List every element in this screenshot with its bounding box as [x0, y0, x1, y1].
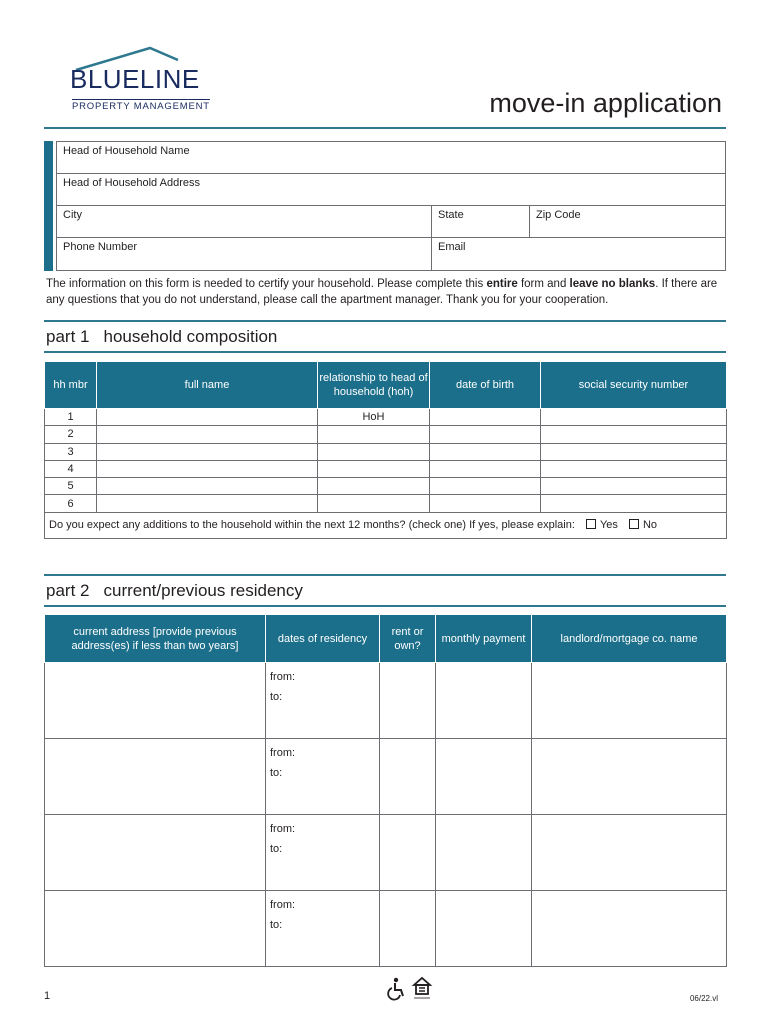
page-title: move-in application: [489, 88, 722, 118]
table-row: from: to:: [45, 891, 727, 967]
part1-number: part 1: [46, 327, 90, 346]
table-row: from: to:: [45, 815, 727, 891]
instructions-text: The information on this form is needed to certify your household. Please complete this entire form and leave no blanks. If there are any questions that you do not understand, please call the apartment manager. Thank you for your cooperation.: [46, 278, 718, 306]
phone-field[interactable]: [56, 237, 432, 271]
equal-housing-icon: [414, 978, 430, 998]
table-row: from: to:: [45, 663, 727, 739]
title-divider: [44, 127, 726, 129]
part1-title: household composition: [103, 327, 278, 346]
section-divider: [44, 574, 726, 576]
phone-label: Phone Number: [63, 241, 137, 253]
table-header-row: [45, 615, 727, 663]
col-header-relationship: relationship to head of household (hoh): [318, 362, 430, 409]
table-row: 4: [45, 460, 727, 477]
table-row: 2: [45, 426, 727, 443]
table-row: 1 HoH: [45, 409, 727, 426]
yes-checkbox[interactable]: [586, 519, 596, 529]
hoh-address-label: Head of Household Address: [63, 177, 200, 189]
email-field[interactable]: [431, 237, 726, 271]
col-header-full-name: full name: [97, 362, 318, 409]
residency-table: [44, 614, 727, 967]
additions-question: Do you expect any additions to the household within the next 12 months? (check one) If yes, please explain:: [49, 519, 575, 532]
part2-number: part 2: [46, 581, 90, 600]
city-label: City: [63, 209, 82, 221]
table-row: 6: [45, 495, 727, 512]
household-info-block: [44, 141, 726, 271]
yes-label: Yes: [599, 519, 618, 532]
col-header-rent-own: rent or own?: [380, 615, 436, 663]
additions-question-row: [45, 512, 727, 538]
hoh-address-field[interactable]: [56, 173, 726, 206]
hoh-name-label: Head of Household Name: [63, 145, 190, 157]
company-logo: [70, 46, 230, 116]
part1-heading: [46, 327, 277, 347]
email-label: Email: [438, 241, 466, 253]
city-field[interactable]: [56, 205, 432, 238]
col-header-dates: dates of residency: [266, 615, 380, 663]
section-divider: [44, 351, 726, 353]
no-label: No: [642, 519, 658, 532]
col-header-payment: monthly payment: [436, 615, 532, 663]
zip-label: Zip Code: [536, 209, 581, 221]
no-checkbox[interactable]: [629, 519, 639, 529]
col-header-dob: date of birth: [430, 362, 541, 409]
logo-wordmark: BLUELINE: [70, 64, 200, 94]
table-header-row: [45, 362, 727, 409]
state-field[interactable]: [431, 205, 530, 238]
table-row: 5: [45, 478, 727, 495]
logo-subtitle: PROPERTY MANAGEMENT: [72, 101, 210, 112]
state-label: State: [438, 209, 464, 221]
footer-logos: [387, 975, 433, 1006]
table-row: 3: [45, 443, 727, 460]
accent-bar: [44, 141, 53, 271]
part2-title: current/previous residency: [103, 581, 303, 600]
form-version: 06/22.vl: [689, 994, 718, 1003]
zip-field[interactable]: [529, 205, 726, 238]
section-divider: [44, 320, 726, 322]
section-divider: [44, 605, 726, 607]
household-composition-table: [44, 361, 727, 539]
table-row: from: to:: [45, 739, 727, 815]
col-header-hh-mbr: hh mbr: [45, 362, 97, 409]
wheelchair-accessible-icon: [388, 978, 403, 1000]
hoh-name-field[interactable]: [56, 141, 726, 174]
col-header-landlord: landlord/mortgage co. name: [532, 615, 727, 663]
part2-heading: [46, 581, 303, 601]
col-header-address: current address [provide previous address(es) if less than two years]: [45, 615, 266, 663]
col-header-ssn: social security number: [541, 362, 727, 409]
page-number: 1: [44, 990, 51, 1002]
